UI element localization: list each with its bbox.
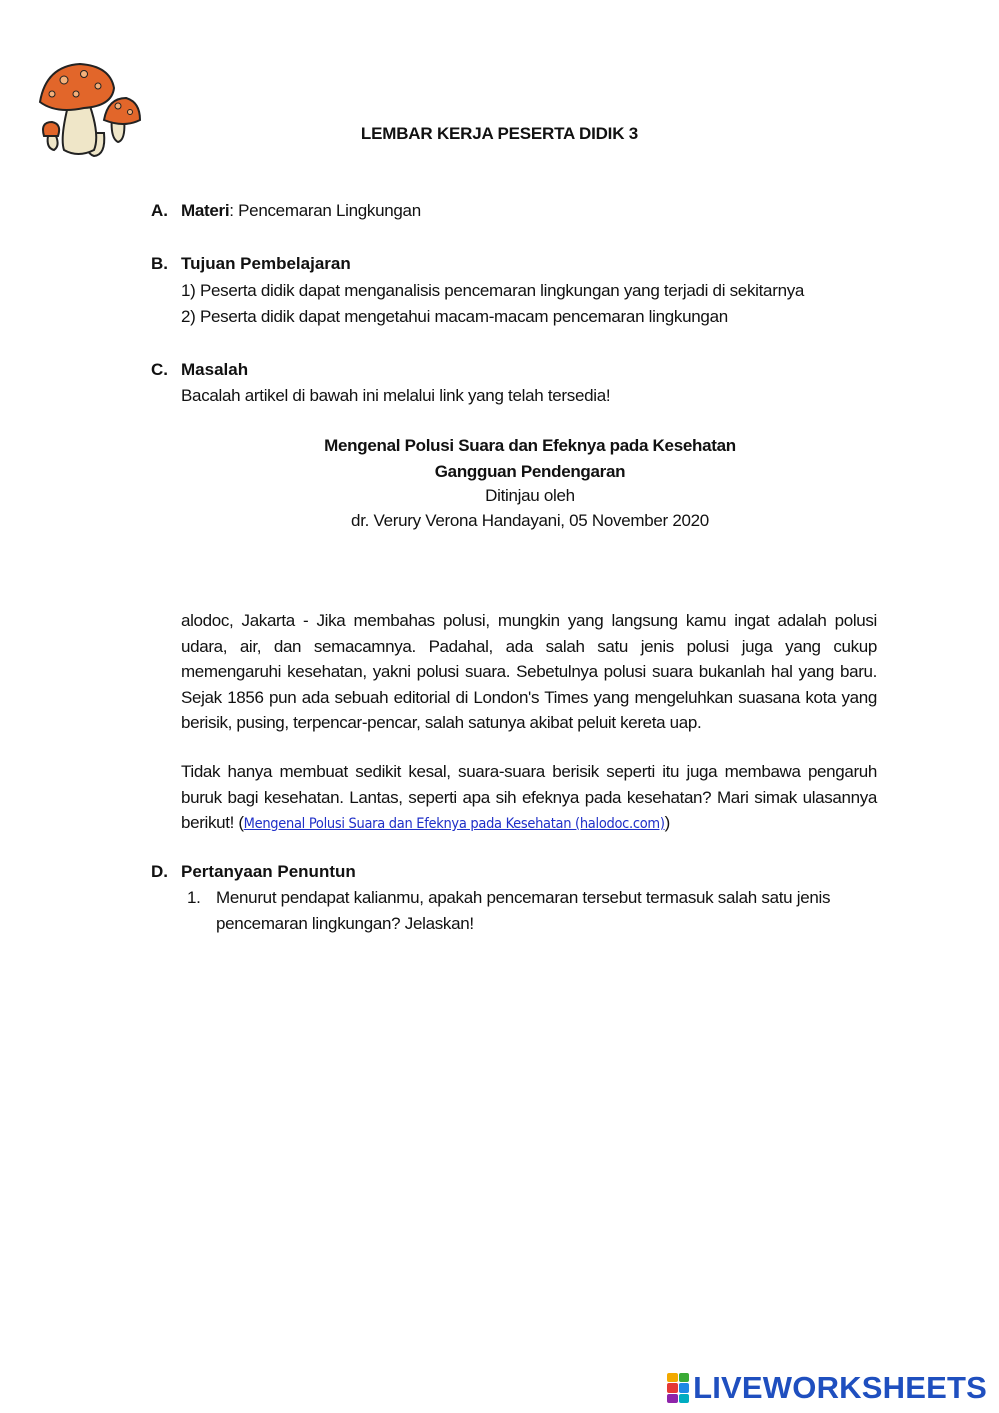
article-subtitle: Gangguan Pendengaran: [434, 462, 626, 481]
section-c-letter: C.: [151, 360, 168, 379]
section-d-heading: Pertanyaan Penuntun: [181, 862, 356, 881]
question-number: 1.: [187, 888, 201, 907]
liveworksheets-logo: [667, 1370, 987, 1406]
section-a-materi: [181, 201, 421, 221]
section-a-label: Materi: [181, 201, 230, 220]
question-line-2: pencemaran lingkungan? Jelaskan!: [216, 914, 474, 933]
article-link[interactable]: Mengenal Polusi Suara dan Efeknya pada Kesehatan (halodoc.com): [243, 816, 665, 832]
article-paragraph-2: [181, 759, 877, 838]
article-paragraph-2-text: Tidak hanya membuat sedikit kesal, suara-suara berisik seperti itu juga membawa pengaruh buruk bagi kesehatan. Lantas, seperti apa sih efeknya pada kesehatan? Mari simak ulasannya berikut! (: [181, 762, 877, 832]
liveworksheets-brand: LIVEWORKSHEETS: [693, 1370, 987, 1405]
liveworksheets-mark-icon: [667, 1373, 689, 1403]
article-title: Mengenal Polusi Suara dan Efeknya pada Kesehatan: [324, 436, 736, 455]
section-d-letter: D.: [151, 862, 168, 881]
section-c-instruction: Bacalah artikel di bawah ini melalui link yang telah tersedia!: [181, 386, 611, 405]
article-paragraph-2-close: ): [664, 813, 670, 832]
objective-item-2: 2) Peserta didik dapat mengetahui macam-macam pencemaran lingkungan: [181, 307, 728, 326]
section-a-value: : Pencemaran Lingkungan: [229, 201, 421, 220]
section-b-heading: Tujuan Pembelajaran: [181, 254, 351, 273]
page-title: LEMBAR KERJA PESERTA DIDIK 3: [360, 124, 639, 143]
section-a-letter: A.: [151, 201, 168, 220]
article-reviewer: dr. Verury Verona Handayani, 05 November 2020: [351, 511, 709, 530]
question-line-1: Menurut pendapat kalianmu, apakah pencemaran tersebut termasuk salah satu jenis: [216, 888, 831, 907]
section-b-letter: B.: [151, 254, 168, 273]
objective-item-1: 1) Peserta didik dapat menganalisis pencemaran lingkungan yang terjadi di sekitarnya: [181, 281, 805, 300]
article-reviewed-by: Ditinjau oleh: [485, 486, 575, 505]
article-paragraph-1: alodoc, Jakarta - Jika membahas polusi, mungkin yang langsung kamu ingat adalah polusi udara, air, dan semacamnya. Padahal, ada salah satu jenis polusi juga yang cukup memengaruhi kesehatan, yakni polusi suara. Sebetulnya polusi suara bukanlah hal yang baru. Sejak 1856 pun ada sebuah editorial di London's Times yang mengeluhkan suasana kota yang berisik, pusing, terpencar-pencar, salah satunya akibat peluit kereta uap.: [181, 611, 877, 732]
section-c-heading: Masalah: [181, 360, 249, 379]
